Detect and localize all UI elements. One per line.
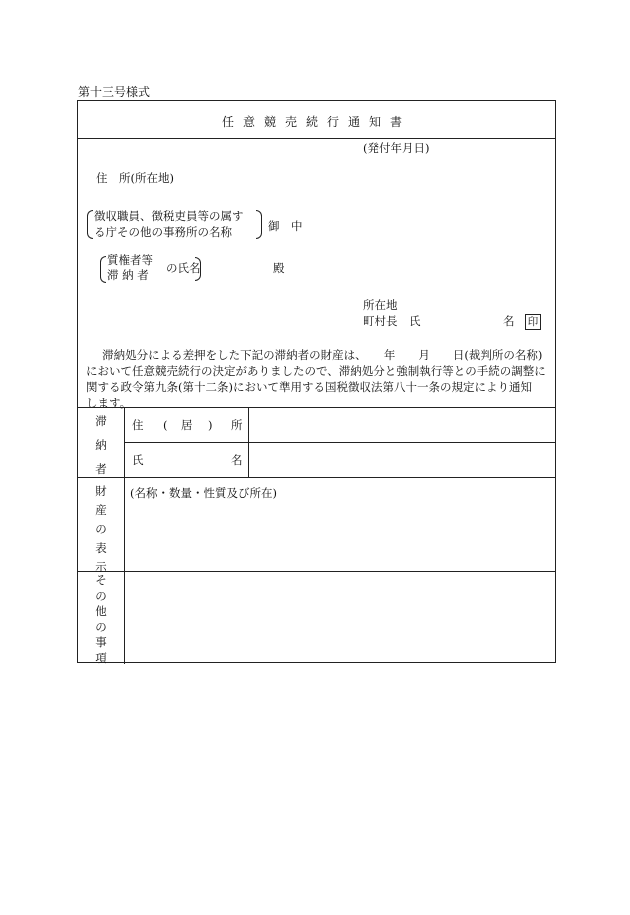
brace-left-recipient <box>100 256 106 283</box>
sender-title: 町村長 氏 <box>363 314 421 328</box>
form-number: 第十三号様式 <box>78 85 151 99</box>
residence-label-3: 居 <box>181 418 193 432</box>
recipient-name-label: の氏名 <box>166 261 201 275</box>
body-line: 滞納処分による差押をした下記の滞納者の財産は、 年 月 日(裁判所の名称) <box>102 348 543 362</box>
residence-label-2: ( <box>163 418 168 432</box>
delinquent-mid-line <box>124 442 555 443</box>
residence-label-4: ) <box>208 418 213 432</box>
brace-right-recipient <box>195 257 201 281</box>
onchu-text: 御 中 <box>268 219 303 233</box>
brace-left-agency <box>87 210 93 239</box>
body-line: 関する政令第九条(第十二条)において準用する国税徴収法第八十一条の規定により通知 <box>86 380 532 394</box>
delinquent-header: 滞 納 者 <box>95 414 107 476</box>
property-top-line <box>78 477 555 478</box>
issue-date: (発付年月日) <box>363 141 430 155</box>
address-label: 住 所(所在地) <box>96 171 174 185</box>
header-column-divider <box>124 407 125 664</box>
label-column-divider <box>248 407 249 477</box>
body-line: において任意競売続行の決定がありましたので、滞納処分と強制執行等との手続の調整に <box>86 364 546 378</box>
sender-name-char: 名 <box>503 314 515 328</box>
form-title: 任意競売続行通知書 <box>221 115 411 129</box>
dono-text: 殿 <box>273 261 285 275</box>
table-top-line <box>78 407 555 408</box>
title-divider <box>78 138 555 139</box>
seal-stamp: 印 <box>525 314 541 330</box>
residence-label-5: 所 <box>231 418 243 432</box>
other-top-line <box>78 571 555 572</box>
property-note: (名称・数量・性質及び所在) <box>130 486 277 500</box>
property-header: 財 産 の 表 示 <box>95 484 107 574</box>
notice-form <box>77 100 556 663</box>
recipient-line2: 滞 納 者 <box>107 268 149 282</box>
other-header: そ の 他 の 事 項 <box>95 573 107 665</box>
name-label-2: 名 <box>231 453 243 467</box>
recipient-line1: 質権者等 <box>107 253 153 267</box>
residence-label-1: 住 <box>132 418 144 432</box>
agency-name-line1: 徴収職員、徴税吏員等の属す <box>94 209 244 223</box>
body-line: します。 <box>86 396 132 410</box>
name-label-1: 氏 <box>132 453 144 467</box>
agency-name-line2: る庁その他の事務所の名称 <box>94 225 232 239</box>
brace-right-agency <box>256 210 262 239</box>
sender-location: 所在地 <box>363 298 398 312</box>
notice-body <box>86 347 549 411</box>
